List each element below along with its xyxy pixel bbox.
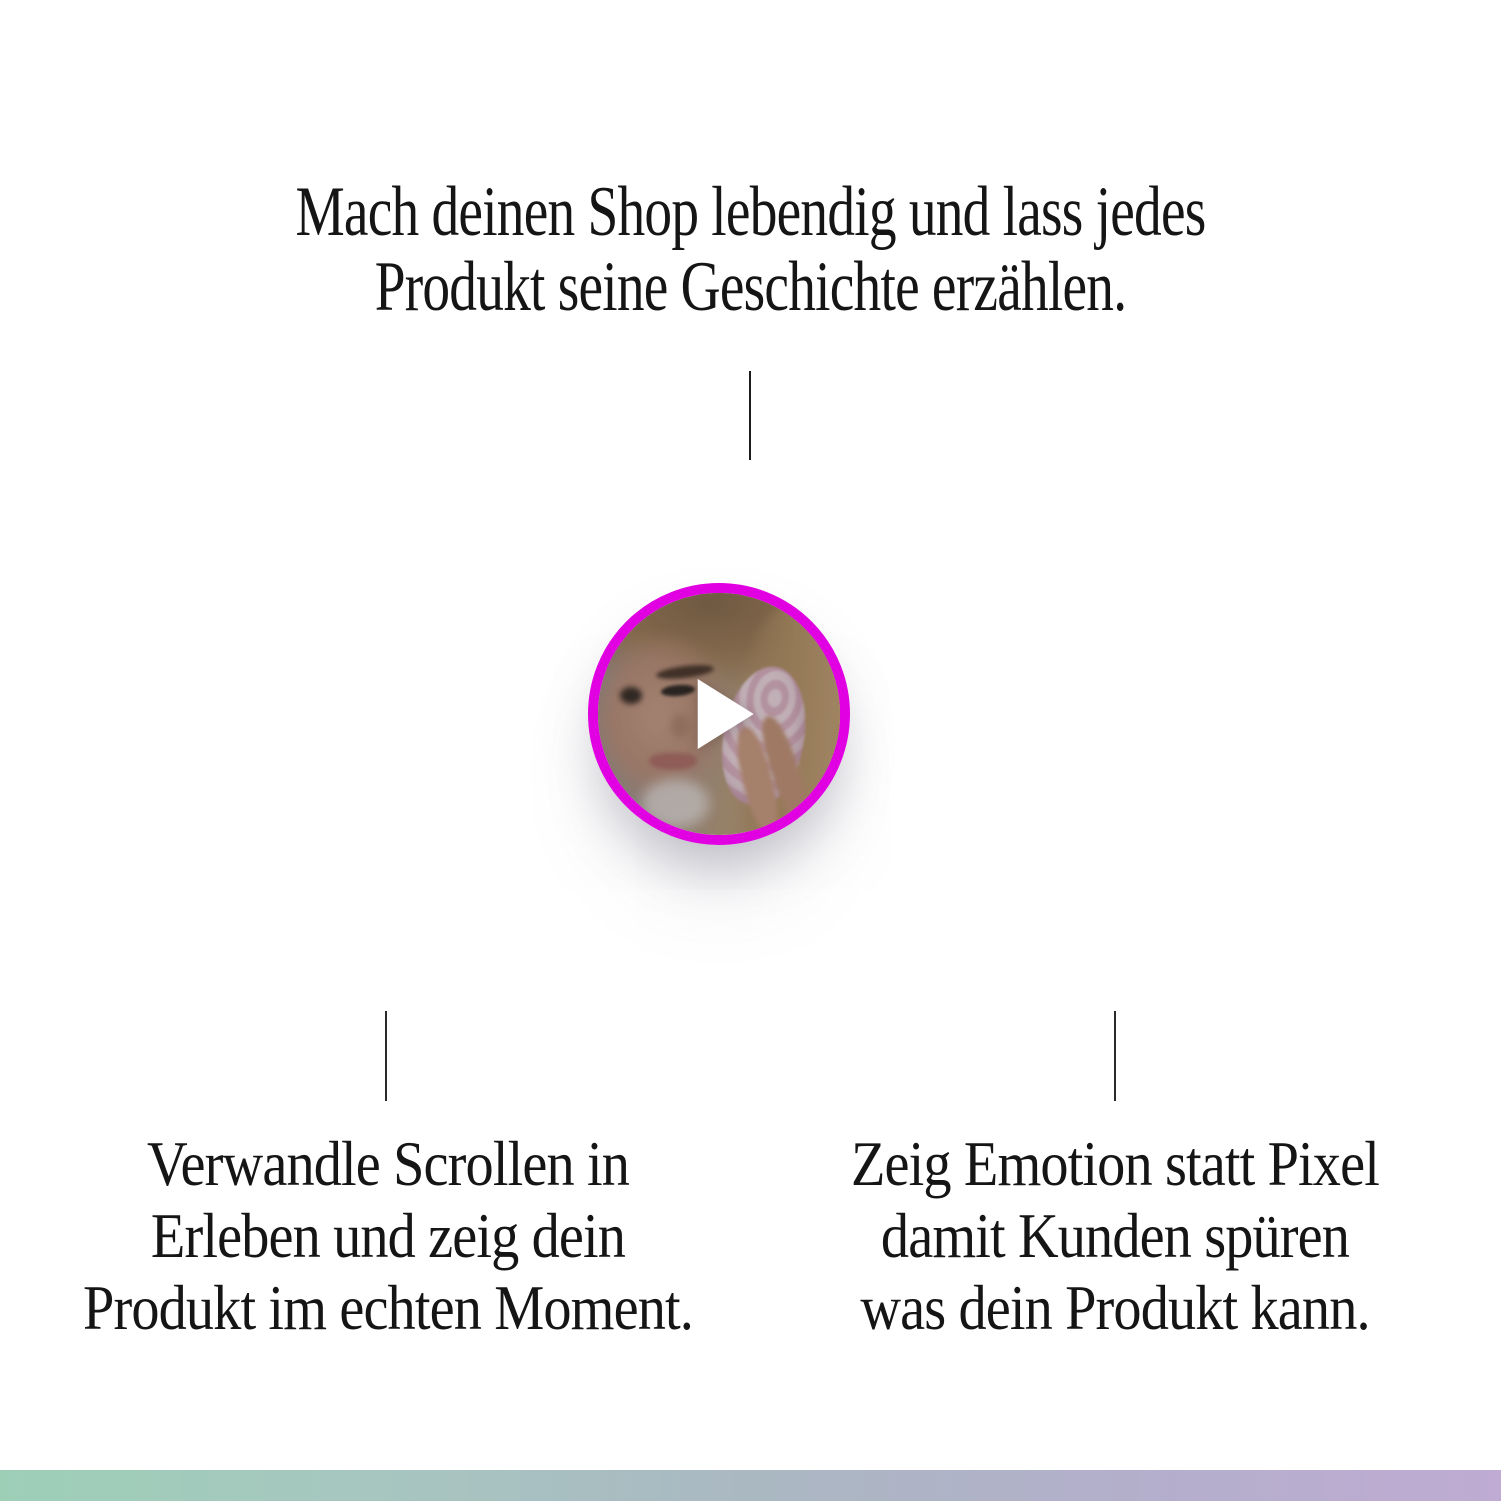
connector-line-left <box>385 1011 387 1101</box>
caption-left-line-1: Verwandle Scrollen in <box>147 1128 629 1199</box>
caption-right-line-2: damit Kunden spüren <box>880 1200 1350 1271</box>
connector-line-right <box>1114 1011 1116 1101</box>
caption-left <box>51 1128 725 1344</box>
page-title-line-1: Mach deinen Shop lebendig und lass jedes <box>295 173 1206 251</box>
caption-right <box>789 1128 1440 1344</box>
connector-line-top <box>749 371 751 460</box>
play-icon[interactable] <box>698 679 754 749</box>
caption-right-line-1: Zeig Emotion statt Pixel <box>851 1128 1379 1199</box>
page-title <box>165 175 1336 325</box>
page-title-line-2: Produkt seine Geschichte erzählen. <box>374 248 1127 326</box>
video-thumbnail[interactable] <box>588 583 850 845</box>
caption-left-line-3: Produkt im echten Moment. <box>83 1272 693 1343</box>
caption-left-line-2: Erleben und zeig dein <box>150 1200 626 1271</box>
caption-right-line-3: was dein Produkt kann. <box>860 1272 1370 1343</box>
footer-gradient-bar <box>0 1470 1501 1501</box>
